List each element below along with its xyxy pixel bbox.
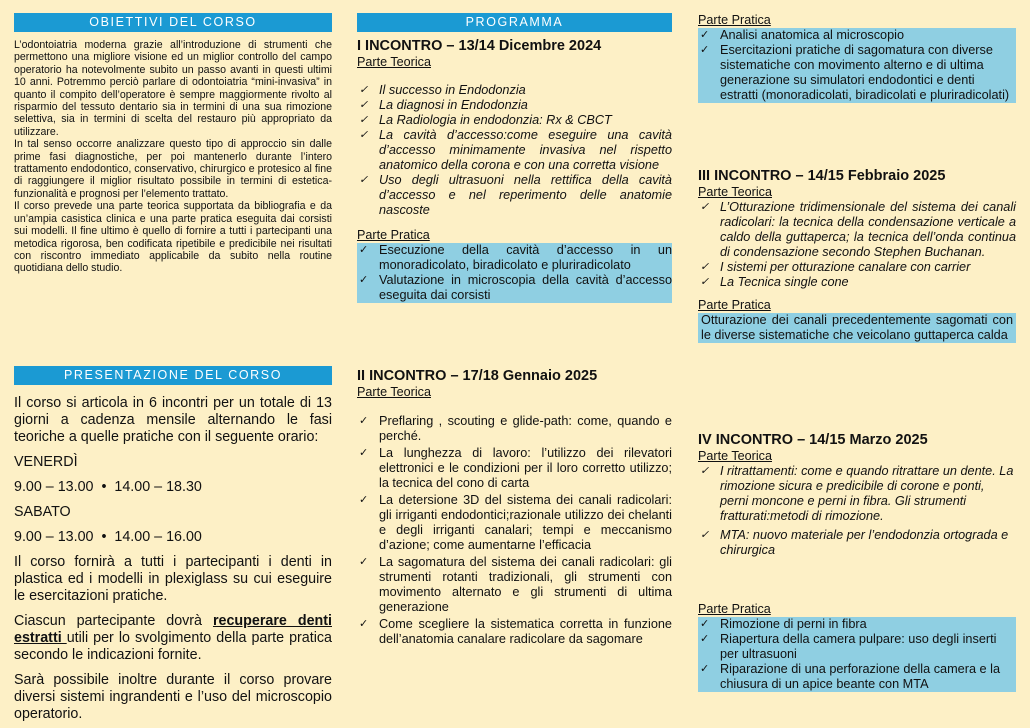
list-item-text: Analisi anatomica al microscopio — [720, 28, 905, 42]
column-programma-continued — [698, 0, 1016, 728]
check-icon: ✓ — [359, 99, 369, 111]
check-icon: ✓ — [359, 84, 369, 96]
obiettivi-paragraph: In tal senso occorre analizzare questo tipo di approccio sin dalle prime fasi diagnostiche, per poi mantenerlo durante l’intero trattamento endodontico, conservativo, chirurgico e protesico al fine di raggiungere il miglior risultato possibile in termini di estetica-funzionalità e prognosi per l’elemento trattato. — [14, 138, 332, 200]
list-item — [698, 275, 1016, 290]
incontro-4-teorica-label: Parte Teorica — [698, 449, 772, 463]
obiettivi-text — [14, 39, 332, 275]
list-item-text: Valutazione in microscopia della cavità d’accesso eseguita dai corsisti — [379, 273, 672, 302]
check-icon: ✓ — [359, 447, 369, 459]
incontro-1-pratica-label: Parte Pratica — [357, 228, 430, 242]
list-item — [357, 273, 672, 303]
programma-banner: PROGRAMMA — [357, 13, 672, 32]
incontro-4-pratica-label: Parte Pratica — [698, 602, 771, 616]
list-item-text: L’Otturazione tridimensionale del sistema dei canali radicolari: la tecnica della condensazione verticale a caldo della guttaperca; la tecnica dell’onda continua di condensazione secondo Stephen Buchanan. — [720, 200, 1016, 259]
list-item-text: La Radiologia in endodonzia: Rx & CBCT — [379, 113, 612, 127]
presentazione-text — [14, 395, 332, 728]
list-item — [357, 98, 672, 113]
list-item — [357, 128, 672, 173]
check-icon: ✓ — [359, 494, 369, 506]
list-item-text: Come scegliere la sistematica corretta in funzione dell’anatomia canalare radicolare da sagomare — [379, 617, 672, 646]
list-item — [698, 200, 1016, 260]
column-programma — [357, 0, 672, 728]
list-item — [698, 632, 1016, 662]
check-icon: ✓ — [700, 465, 710, 477]
check-icon: ✓ — [359, 114, 369, 126]
list-item-text: Esecuzione della cavità d’accesso in un monoradicolato, biradicolato e pluriradicolato — [379, 243, 672, 272]
incontro-4-teorica-list — [698, 464, 1016, 558]
list-item-text: La Tecnica single cone — [720, 275, 849, 289]
list-item — [357, 617, 672, 647]
list-item — [357, 173, 672, 218]
check-icon: ✓ — [359, 618, 369, 630]
list-item-text: Esercitazioni pratiche di sagomatura con diverse sistematiche con movimento alterno e di ultima generazione su simulatori endodontici e denti estratti (monoradicolati, biradicolati e pluriradicolati) — [720, 43, 1010, 102]
check-icon: ✓ — [359, 415, 369, 427]
column-obiettivi — [14, 0, 332, 728]
list-item-text: Riparazione di una perforazione della camera e la chiusura di un apice beante con MTA — [720, 662, 1000, 691]
check-icon: ✓ — [359, 274, 369, 286]
incontro-2-pratica-label: Parte Pratica — [698, 13, 771, 27]
list-item — [698, 528, 1016, 558]
incontro-3-teorica-list — [698, 200, 1016, 290]
list-item — [357, 113, 672, 128]
hours-sabato: 9.00 – 13.00 • 14.00 – 16.00 — [14, 529, 202, 545]
check-icon: ✓ — [700, 44, 710, 56]
denti-estratti-bold: recuperare denti estratti — [14, 613, 332, 646]
incontro-3-pratica-text: Otturazione dei canali precedentemente sagomati con le diverse sistematiche che veicolano guttaperca calda — [698, 313, 1016, 343]
list-item — [698, 260, 1016, 275]
check-icon: ✓ — [700, 618, 710, 630]
list-item-text: Uso degli ultrasuoni nella rettifica della cavità d’accesso e nel reperimento delle anatomie nascoste — [379, 173, 672, 217]
list-item-text: MTA: nuovo materiale per l’endodonzia ortograda e chirurgica — [720, 528, 1009, 557]
presentazione-denti-plastica: Il corso fornirà a tutti i partecipanti i denti in plastica ed i modelli in plexiglass su cui eseguire le esercitazioni pratiche. — [14, 554, 332, 604]
check-icon: ✓ — [700, 201, 710, 213]
check-icon: ✓ — [700, 29, 710, 41]
list-item-text: Riapertura della camera pulpare: uso degli inserti per ultrasuoni — [720, 632, 997, 661]
list-item — [698, 43, 1016, 103]
list-item — [698, 28, 1016, 43]
presentazione-denti-estratti — [14, 613, 332, 664]
incontro-1-title: I INCONTRO – 13/14 Dicembre 2024 — [357, 38, 602, 54]
check-icon: ✓ — [359, 174, 369, 186]
obiettivi-paragraph: Il corso prevede una parte teorica supportata da bibliografia e da un’ampia casistica clinica e una parte pratica eseguita dai corsisti sui modelli. Il fine ultimo è quello di fornire a tutti i partecipanti una metodica rigorosa, ben codificata ripetibile e predicibile nei risultati con riscontro immediato applicabile da subito nella routine quotidiana dello studio. — [14, 200, 332, 275]
incontro-2-pratica — [698, 13, 1016, 103]
incontro-2-teorica-list — [357, 414, 672, 647]
denti-estratti-text-after: utili per lo svolgimento della parte pratica secondo le indicazioni fornite. — [14, 630, 332, 663]
presentazione-microscopio: Sarà possibile inoltre durante il corso provare diversi sistemi ingrandenti e l’uso del microscopio operatorio. — [14, 672, 332, 722]
incontro-4-pratica-list — [698, 617, 1016, 692]
list-item — [698, 617, 1016, 632]
incontro-2-teorica-label: Parte Teorica — [357, 385, 431, 399]
incontro-2 — [357, 368, 672, 647]
incontro-2-pratica-list — [698, 28, 1016, 103]
incontro-3-title: III INCONTRO – 14/15 Febbraio 2025 — [698, 168, 946, 184]
incontro-4-pratica — [698, 602, 1016, 692]
incontro-1-pratica-list — [357, 243, 672, 303]
incontro-3-teorica-label: Parte Teorica — [698, 185, 772, 199]
day-sabato: SABATO — [14, 504, 71, 520]
check-icon: ✓ — [359, 129, 369, 141]
list-item — [357, 243, 672, 273]
list-item-text: La detersione 3D del sistema dei canali radicolari: gli irriganti endodontici;razionale utilizzo dei chelanti e degli irriganti canalari; tempi e meccanismo d’azione; come aumentarne l’efficacia — [379, 493, 672, 552]
list-item-text: La cavità d’accesso:come eseguire una cavità d’accesso minimamente invasiva nel rispetto anatomico della corona e con una corretta visione — [379, 128, 672, 172]
presentazione-intro: Il corso si articola in 6 incontri per un totale di 13 giorni a cadenza mensile alternando le fasi teoriche a quelle pratiche con il seguente orario: — [14, 395, 332, 445]
incontro-2-title: II INCONTRO – 17/18 Gennaio 2025 — [357, 368, 598, 384]
list-item — [357, 414, 672, 444]
obiettivi-banner: OBIETTIVI DEL CORSO — [14, 13, 332, 32]
check-icon: ✓ — [700, 633, 710, 645]
list-item-text: La sagomatura del sistema dei canali radicolari: gli strumenti rotanti tradizionali, gli strumenti con movimento alternato e gli strumenti di ultima generazione — [379, 555, 672, 614]
list-item-text: I ritrattamenti: come e quando ritrattare un dente. La rimozione sicura e predicibile di corone e ponti, perni moncone e perni in fibra. Gli strumenti fratturati:metodi di rimozione. — [720, 464, 1014, 523]
day-venerdi: VENERDÌ — [14, 454, 78, 470]
check-icon: ✓ — [700, 529, 710, 541]
list-item — [357, 446, 672, 491]
check-icon: ✓ — [700, 663, 710, 675]
list-item — [357, 83, 672, 98]
list-item-text: I sistemi per otturazione canalare con carrier — [720, 260, 971, 274]
list-item-text: Preflaring , scouting e glide-path: come, quando e perché. — [379, 414, 672, 443]
obiettivi-paragraph: L’odontoiatria moderna grazie all’introduzione di strumenti che permettono una migliore visione ed un miglior controllo del campo operatorio ha notevolmente subito un passo avanti in questi ultimi 10 anni. Potremmo perciò parlare di odontoiatria “mini-invasiva” in quanto il compito dell’operatore è sempre maggiormente rivolto al risparmio del tessuto dentario sia in termini di una sua rimozione selettiva, sia in termini di scelta del restauro più appropriato da utilizzare. — [14, 39, 332, 138]
denti-estratti-text-before: Ciascun partecipante dovrà — [14, 613, 213, 629]
list-item — [357, 493, 672, 553]
incontro-1-teorica-label: Parte Teorica — [357, 55, 431, 69]
presentazione-banner: PRESENTAZIONE DEL CORSO — [14, 366, 332, 385]
check-icon: ✓ — [359, 556, 369, 568]
list-item-text: Il successo in Endodonzia — [379, 83, 526, 97]
list-item-text: La lunghezza di lavoro: l’utilizzo dei rilevatori elettronici e le condizioni per il loro corretto utilizzo; la tecnica del cono di carta — [379, 446, 672, 490]
check-icon: ✓ — [359, 244, 369, 256]
incontro-4-title: IV INCONTRO – 14/15 Marzo 2025 — [698, 432, 928, 448]
incontro-1-teorica-list — [357, 83, 672, 218]
list-item — [698, 662, 1016, 692]
list-item — [698, 464, 1016, 524]
check-icon: ✓ — [700, 261, 710, 273]
list-item — [357, 555, 672, 615]
incontro-4 — [698, 432, 1016, 558]
incontro-3 — [698, 168, 1016, 343]
list-item-text: Rimozione di perni in fibra — [720, 617, 867, 631]
list-item-text: La diagnosi in Endodonzia — [379, 98, 528, 112]
incontro-1 — [357, 38, 672, 303]
incontro-3-pratica-label: Parte Pratica — [698, 298, 771, 312]
hours-venerdi: 9.00 – 13.00 • 14.00 – 18.30 — [14, 479, 202, 495]
check-icon: ✓ — [700, 276, 710, 288]
